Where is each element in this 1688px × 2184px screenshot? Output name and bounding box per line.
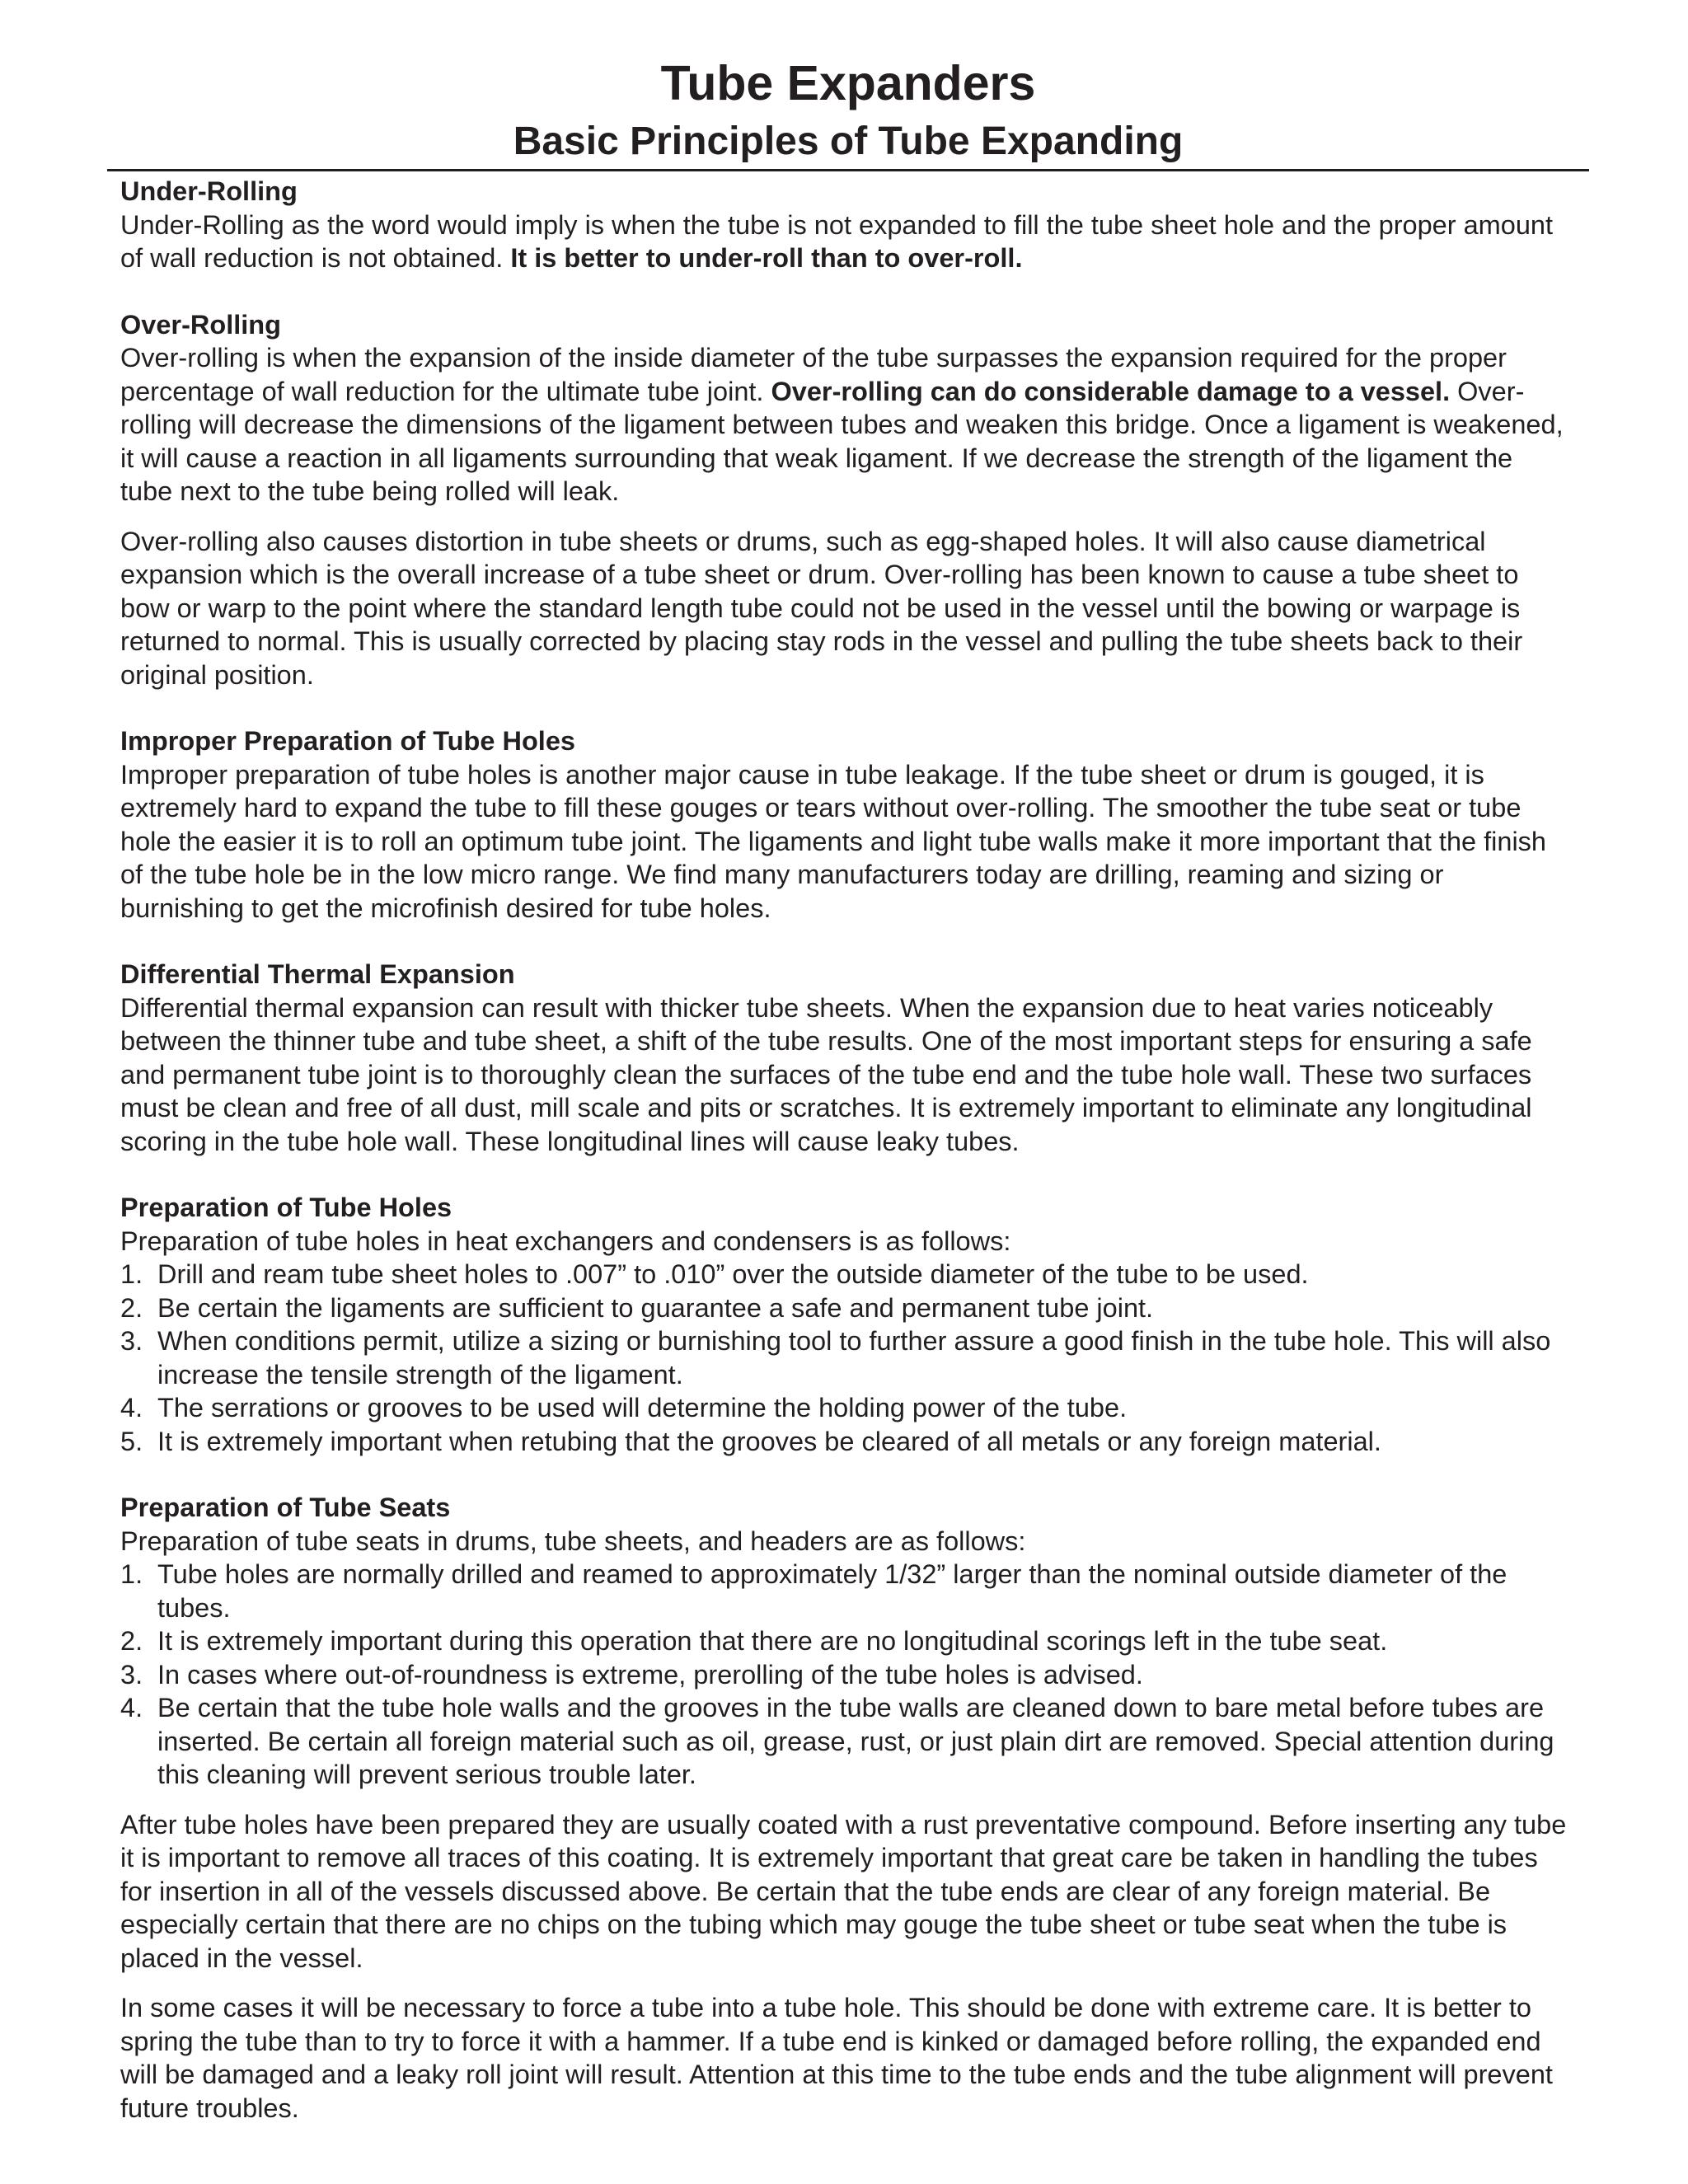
list-item-text: When conditions permit, utilize a sizing or burnishing tool to further assure a good finish in the tube hole. This will also increase the tensile strength of the ligament. [157, 1326, 1551, 1390]
list-item-text: Drill and ream tube sheet holes to .007” to .010” over the outside diameter of the tube to be used. [157, 1259, 1309, 1289]
page-subtitle: Basic Principles of Tube Expanding [513, 120, 1184, 163]
section-heading: Differential Thermal Expansion [120, 959, 515, 989]
paragraph: In some cases it will be necessary to force a tube into a tube hole. This should be done with extreme care. It is better to spring the tube than to try to force it with a hammer. If a tube end is kinked or damaged before rolling, the expanded end will be damaged and a leaky roll joint will result. Attention at this time to the tube ends and the tube alignment will prevent future troubles. [120, 1993, 1553, 2123]
section-thermal-expansion [120, 958, 1571, 1158]
header-divider [107, 169, 1589, 171]
section-preparation-tube-holes [120, 1191, 1571, 1458]
numbered-list [120, 1558, 1571, 1792]
list-item [120, 1291, 1571, 1325]
numbered-list [120, 1258, 1571, 1458]
paragraph: Improper preparation of tube holes is another major cause in tube leakage. If the tube sheet or drum is gouged, it is extremely hard to expand the tube to fill these gouges or tears without over-rolling. The smoother the tube seat or tube hole the easier it is to roll an optimum tube joint. The ligaments and light tube walls make it more important that the finish of the tube hole be in the low micro range. We find many manufacturers today are drilling, reaming and sizing or burnishing to get the microfinish desired for tube holes. [120, 759, 1547, 923]
list-item [120, 1324, 1571, 1391]
paragraph: Preparation of tube holes in heat exchangers and condensers is as follows: [120, 1226, 1011, 1256]
list-number: 1. [120, 1559, 143, 1589]
list-item-text: Be certain that the tube hole walls and the grooves in the tube walls are cleaned down to bare metal before tubes are inserted. Be certain all foreign material such as oil, grease, rust, or just plain dirt are removed. Special attention during this cleaning will prevent serious trouble later. [157, 1693, 1554, 1789]
page-title: Tube Expanders [660, 56, 1036, 110]
list-number: 4. [120, 1693, 143, 1722]
section-heading: Preparation of Tube Seats [120, 1493, 451, 1522]
paragraph: After tube holes have been prepared they are usually coated with a rust preventative compound. Before inserting any tube it is important to remove all traces of this coating. It is extremely important that great care be taken in handling the tubes for insertion in all of the vessels discussed above. Be certain that the tube ends are clear of any foreign material. Be especially certain that there are no chips on the tubing which may gouge the tube sheet or tube seat when the tube is placed in the vessel. [120, 1809, 1567, 1973]
section-under-rolling [120, 175, 1571, 275]
paragraph-text: Under-Rolling as the word would imply is when the tube is not expanded to fill the tube sheet hole and the proper amount of wall reduction is not obtained. [120, 209, 1554, 273]
section-over-rolling [120, 308, 1571, 692]
list-number: 3. [120, 1659, 143, 1690]
section-heading: Over-Rolling [120, 309, 282, 340]
list-item-text: Tube holes are normally drilled and reamed to approximately 1/32” larger than the nominal outside diameter of the tubes. [157, 1559, 1507, 1623]
section-heading: Preparation of Tube Holes [120, 1193, 452, 1222]
list-number: 5. [120, 1426, 143, 1456]
section-heading: Under-Rolling [120, 176, 298, 206]
paragraph-text: Over-rolling is when the expansion of the inside diameter of the tube surpasses the expansion required for the proper percentage of wall reduction for the ultimate tube joint. [120, 343, 1507, 406]
section-improper-preparation [120, 724, 1571, 925]
list-item [120, 1258, 1571, 1291]
section-preparation-tube-seats [120, 1491, 1571, 2125]
section-heading: Improper Preparation of Tube Holes [120, 726, 575, 756]
paragraph: Preparation of tube seats in drums, tube sheets, and headers are as follows: [120, 1526, 1026, 1556]
paragraph: Over-rolling also causes distortion in tube sheets or drums, such as egg-shaped holes. It will also cause diametrical expansion which is the overall increase of a tube sheet or drum. Over-rolling has been known to cause a tube sheet to bow or warp to the point where the standard length tube could not be used in the vessel until the bowing or warpage is returned to normal. This is usually corrected by placing stay rods in the vessel and pulling the tube sheets back to their original position. [120, 526, 1523, 690]
emphasis-text: Over-rolling can do considerable damage to a vessel. [771, 376, 1451, 406]
list-number: 4. [120, 1393, 143, 1422]
list-item [120, 1624, 1571, 1658]
document-body [120, 175, 1571, 2158]
paragraph [120, 209, 1571, 275]
page-header [107, 51, 1589, 168]
list-item-text: Be certain the ligaments are sufficient to guarantee a safe and permanent tube joint. [157, 1292, 1154, 1323]
emphasis-text: It is better to under-roll than to over-roll. [510, 243, 1023, 273]
list-item [120, 1658, 1571, 1692]
list-item-text: The serrations or grooves to be used will determine the holding power of the tube. [157, 1393, 1128, 1422]
list-number: 2. [120, 1626, 143, 1656]
list-item-text: It is extremely important during this operation that there are no longitudinal scorings left in the tube seat. [157, 1626, 1388, 1656]
list-item [120, 1425, 1571, 1459]
list-item [120, 1558, 1571, 1624]
list-item-text: In cases where out-of-roundness is extreme, prerolling of the tube holes is advised. [157, 1659, 1143, 1690]
list-number: 3. [120, 1326, 143, 1356]
list-item [120, 1691, 1571, 1792]
list-item-text: It is extremely important when retubing that the grooves be cleared of all metals or any foreign material. [157, 1426, 1381, 1456]
list-number: 1. [120, 1259, 143, 1289]
paragraph [120, 341, 1571, 509]
list-number: 2. [120, 1292, 143, 1323]
paragraph: Differential thermal expansion can result with thicker tube sheets. When the expansion due to heat varies noticeably between the thinner tube and tube sheet, a shift of the tube results. One of the most important steps for ensuring a safe and permanent tube joint is to thoroughly clean the surfaces of the tube end and the tube hole wall. These two surfaces must be clean and free of all dust, mill scale and pits or scratches. It is extremely important to eliminate any longitudinal scoring in the tube hole wall. These longitudinal lines will cause leaky tubes. [120, 992, 1532, 1156]
paragraph-text: Over-rolling will decrease the dimensions of the ligament between tubes and weaken this bridge. Once a ligament is weakened, it will cause a reaction in all ligaments surrounding that weak ligament. If we decrease the strength of the ligament the tube next to the tube being rolled will leak. [120, 376, 1564, 506]
list-item [120, 1391, 1571, 1425]
